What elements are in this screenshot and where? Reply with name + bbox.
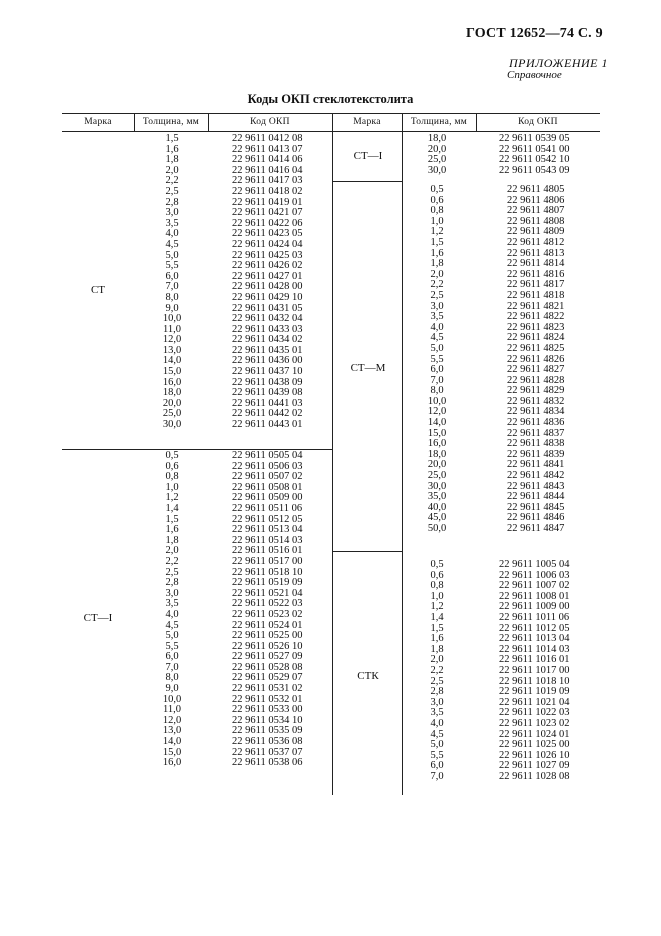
okp-code-cell: 22 9611 1027 09 — [499, 760, 570, 772]
okp-code-cell: 22 9611 4807 — [507, 205, 565, 217]
okp-code-cell: 22 9611 4816 — [507, 268, 565, 280]
okp-code-cell: 22 9611 4826 — [507, 353, 565, 365]
thickness-column — [132, 134, 212, 431]
okp-code-cell: 22 9611 4822 — [507, 311, 565, 323]
thickness-cell: 30,0 — [427, 480, 447, 492]
thickness-cell: 12,0 — [427, 406, 447, 418]
okp-code-cell: 22 9611 4847 — [507, 523, 565, 534]
okp-code-cell: 22 9611 1012 05 — [499, 622, 570, 634]
thickness-cell: 11,0 — [163, 323, 181, 335]
thickness-cell: 3,5 — [165, 598, 179, 610]
okp-code-cell: 22 9611 0429 10 — [232, 291, 303, 303]
okp-code-cell: 22 9611 0539 05 — [499, 133, 570, 144]
okp-code-cell: 22 9611 4805 — [507, 184, 565, 195]
okp-code-column — [232, 451, 342, 769]
okp-code-cell: 22 9611 0525 00 — [232, 630, 303, 642]
okp-code-cell: 22 9611 1021 04 — [499, 696, 570, 708]
okp-code-cell: 22 9611 1022 03 — [499, 707, 570, 719]
thickness-cell: 16,0 — [427, 438, 447, 450]
thickness-cell: 5,5 — [430, 353, 444, 365]
okp-code-cell: 22 9611 0526 10 — [232, 640, 303, 652]
thickness-cell: 7,0 — [430, 374, 444, 386]
thickness-cell: 3,5 — [165, 217, 179, 229]
okp-code-cell: 22 9611 0511 06 — [232, 502, 303, 514]
okp-code-cell: 22 9611 0519 09 — [232, 577, 303, 589]
thickness-cell: 8,0 — [430, 385, 444, 397]
thickness-cell: 10,0 — [162, 693, 182, 705]
okp-code-cell: 22 9611 0441 03 — [232, 397, 303, 409]
okp-code-cell: 22 9611 0416 04 — [232, 164, 303, 176]
okp-code-cell: 22 9611 1007 02 — [499, 580, 570, 592]
okp-code-cell: 22 9611 0418 02 — [232, 185, 303, 197]
thickness-cell: 18,0 — [427, 133, 447, 144]
okp-code-cell: 22 9611 4839 — [507, 448, 565, 460]
okp-code-cell: 22 9611 0435 01 — [232, 344, 303, 356]
thickness-cell: 2,5 — [165, 185, 179, 197]
thickness-cell: 2,0 — [165, 164, 179, 176]
okp-code-cell: 22 9611 0442 02 — [232, 408, 303, 420]
okp-code-cell: 22 9611 0437 10 — [232, 366, 303, 378]
okp-code-cell: 22 9611 0527 09 — [232, 651, 303, 663]
thickness-cell: 25,0 — [427, 154, 447, 166]
thickness-cell: 5,0 — [165, 249, 179, 261]
grade-label: СТК — [357, 670, 379, 682]
okp-code-cell: 22 9611 4846 — [507, 512, 565, 524]
thickness-cell: 6,0 — [165, 270, 179, 282]
thickness-cell: 5,0 — [430, 342, 444, 354]
thickness-cell: 1,6 — [165, 143, 179, 155]
okp-code-cell: 22 9611 0529 07 — [232, 672, 303, 684]
okp-code-cell: 22 9611 0423 05 — [232, 228, 303, 240]
thickness-cell: 20,0 — [162, 397, 182, 409]
thickness-cell: 20,0 — [427, 143, 447, 155]
thickness-cell: 2,0 — [430, 654, 444, 666]
okp-code-cell: 22 9611 4827 — [507, 364, 565, 376]
thickness-cell: 1,5 — [430, 622, 444, 634]
okp-code-cell: 22 9611 0528 08 — [232, 661, 303, 673]
thickness-cell: 1,6 — [430, 247, 444, 259]
okp-code-cell: 22 9611 1026 10 — [499, 749, 570, 761]
thickness-cell: 1,4 — [430, 611, 444, 623]
okp-code-cell: 22 9611 0541 00 — [499, 143, 570, 155]
thickness-cell: 1,2 — [165, 492, 179, 504]
thickness-cell: 3,0 — [165, 587, 179, 599]
okp-code-column — [499, 134, 609, 176]
thickness-cell: 7,0 — [165, 661, 179, 673]
okp-code-cell: 22 9611 1016 01 — [499, 654, 570, 666]
okp-code-column — [499, 560, 609, 782]
thickness-cell: 2,2 — [165, 175, 179, 187]
thickness-cell: 16,0 — [162, 376, 182, 388]
okp-code-cell: 22 9611 0436 00 — [232, 355, 303, 367]
header-grade-left: Марка — [84, 117, 112, 127]
okp-code-cell: 22 9611 4843 — [507, 480, 565, 492]
thickness-cell: 2,5 — [165, 566, 179, 578]
okp-code-cell: 22 9611 4837 — [507, 427, 565, 439]
thickness-cell: 5,5 — [430, 749, 444, 761]
okp-code-cell: 22 9611 4841 — [507, 459, 565, 471]
thickness-column — [397, 134, 477, 176]
okp-code-cell: 22 9611 4817 — [507, 279, 565, 291]
thickness-cell: 4,0 — [430, 321, 444, 333]
header-grade-right: Марка — [353, 117, 381, 127]
thickness-cell: 16,0 — [162, 757, 182, 769]
okp-code-cell: 22 9611 0427 01 — [232, 270, 303, 282]
thickness-cell: 12,0 — [162, 334, 182, 346]
thickness-cell: 1,2 — [430, 601, 444, 613]
thickness-cell: 1,5 — [430, 236, 444, 248]
thickness-cell: 4,5 — [430, 728, 444, 740]
thickness-cell: 2,2 — [165, 555, 179, 567]
okp-code-cell: 22 9611 4832 — [507, 395, 565, 407]
thickness-cell: 30,0 — [162, 419, 182, 431]
okp-code-cell: 22 9611 1013 04 — [499, 633, 570, 645]
okp-code-cell: 22 9611 0512 05 — [232, 513, 303, 525]
thickness-cell: 0,5 — [430, 559, 444, 570]
okp-code-cell: 22 9611 1017 00 — [499, 664, 570, 676]
thickness-cell: 45,0 — [427, 512, 447, 524]
thickness-cell: 3,5 — [430, 311, 444, 323]
thickness-cell: 2,0 — [430, 268, 444, 280]
okp-code-cell: 22 9611 1018 10 — [499, 675, 570, 687]
okp-code-cell: 22 9611 4834 — [507, 406, 565, 418]
okp-code-column — [232, 134, 342, 431]
okp-code-cell: 22 9611 4825 — [507, 342, 565, 354]
thickness-cell: 1,6 — [165, 524, 179, 536]
thickness-cell: 0,8 — [165, 471, 179, 483]
okp-code-cell: 22 9611 0505 04 — [232, 450, 303, 461]
okp-code-cell: 22 9611 0419 01 — [232, 196, 303, 208]
header-thickness-right: Толщина, мм — [410, 117, 468, 127]
thickness-cell: 30,0 — [427, 164, 447, 176]
thickness-cell: 15,0 — [162, 746, 182, 758]
okp-code-cell: 22 9611 1028 08 — [499, 770, 570, 782]
thickness-cell: 14,0 — [427, 417, 447, 429]
thickness-cell: 6,0 — [165, 651, 179, 663]
thickness-cell: 4,0 — [165, 608, 179, 620]
okp-code-cell: 22 9611 4836 — [507, 417, 565, 429]
okp-code-cell: 22 9611 0513 04 — [232, 524, 303, 536]
thickness-cell: 15,0 — [427, 427, 447, 439]
thickness-cell: 10,0 — [427, 395, 447, 407]
okp-code-cell: 22 9611 4812 — [507, 236, 565, 248]
thickness-cell: 5,5 — [165, 260, 179, 272]
okp-code-cell: 22 9611 1025 00 — [499, 739, 570, 751]
okp-code-cell: 22 9611 0443 01 — [232, 419, 303, 431]
okp-code-cell: 22 9611 0432 04 — [232, 313, 303, 325]
thickness-cell: 2,5 — [430, 289, 444, 301]
thickness-cell: 1,8 — [165, 534, 179, 546]
okp-code-cell: 22 9611 0537 07 — [232, 746, 303, 758]
okp-code-cell: 22 9611 0508 01 — [232, 481, 303, 493]
thickness-cell: 5,0 — [165, 630, 179, 642]
right-group-separator-1 — [332, 181, 402, 182]
okp-code-cell: 22 9611 1023 02 — [499, 717, 570, 729]
appendix-label: ПРИЛОЖЕНИЕ 1 — [509, 56, 608, 70]
thickness-cell: 2,8 — [165, 196, 179, 208]
thickness-cell: 1,8 — [165, 154, 179, 166]
thickness-cell: 9,0 — [165, 683, 179, 695]
okp-code-cell: 22 9611 4806 — [507, 194, 565, 206]
okp-code-cell: 22 9611 0516 01 — [232, 545, 303, 557]
thickness-cell: 1,8 — [430, 643, 444, 655]
thickness-cell: 1,4 — [165, 502, 179, 514]
okp-code-cell: 22 9611 0433 03 — [232, 323, 303, 335]
thickness-cell: 1,8 — [430, 258, 444, 270]
thickness-cell: 1,0 — [430, 215, 444, 227]
thickness-cell: 1,0 — [165, 481, 179, 493]
thickness-cell: 1,5 — [165, 133, 179, 144]
thickness-cell: 6,0 — [430, 760, 444, 772]
thickness-cell: 1,0 — [430, 590, 444, 602]
okp-code-cell: 22 9611 4823 — [507, 321, 565, 333]
okp-code-cell: 22 9611 0422 06 — [232, 217, 303, 229]
thickness-cell: 0,6 — [430, 194, 444, 206]
thickness-cell: 2,0 — [165, 545, 179, 557]
okp-code-cell: 22 9611 0521 04 — [232, 587, 303, 599]
okp-code-cell: 22 9611 1011 06 — [499, 611, 570, 623]
okp-code-cell: 22 9611 4818 — [507, 289, 565, 301]
header-code-right: Код ОКП — [518, 117, 558, 127]
thickness-cell: 4,5 — [165, 238, 179, 250]
thickness-column — [132, 451, 212, 769]
thickness-cell: 2,2 — [430, 279, 444, 291]
grade-label: СТ—I — [353, 150, 383, 162]
thickness-cell: 8,0 — [165, 291, 179, 303]
okp-code-cell: 22 9611 4814 — [507, 258, 565, 270]
thickness-cell: 7,0 — [165, 281, 179, 293]
okp-code-cell: 22 9611 0538 06 — [232, 757, 303, 769]
okp-code-cell: 22 9611 0439 08 — [232, 387, 303, 399]
thickness-cell: 3,5 — [430, 707, 444, 719]
okp-code-cell: 22 9611 4828 — [507, 374, 565, 386]
okp-code-cell: 22 9611 0438 09 — [232, 376, 303, 388]
thickness-cell: 0,8 — [430, 580, 444, 592]
okp-code-cell: 22 9611 0413 07 — [232, 143, 303, 155]
okp-code-cell: 22 9611 0424 04 — [232, 238, 303, 250]
thickness-cell: 0,5 — [165, 450, 179, 461]
okp-code-cell: 22 9611 4809 — [507, 226, 565, 238]
okp-code-cell: 22 9611 1005 04 — [499, 559, 570, 570]
header-code-left: Код ОКП — [250, 117, 290, 127]
thickness-cell: 4,0 — [430, 717, 444, 729]
okp-code-cell: 22 9611 0509 00 — [232, 492, 303, 504]
okp-code-cell: 22 9611 0534 10 — [232, 714, 303, 726]
page-header-standard: ГОСТ 12652—74 С. 9 — [466, 26, 603, 41]
okp-code-cell: 22 9611 0524 01 — [232, 619, 303, 631]
okp-code-cell: 22 9611 0417 03 — [232, 175, 303, 187]
okp-code-cell: 22 9611 0522 03 — [232, 598, 303, 610]
okp-code-cell: 22 9611 4845 — [507, 501, 565, 513]
okp-code-cell: 22 9611 0431 05 — [232, 302, 303, 314]
okp-code-cell: 22 9611 4821 — [507, 300, 565, 312]
thickness-cell: 5,5 — [165, 640, 179, 652]
okp-code-cell: 22 9611 1009 00 — [499, 601, 570, 613]
okp-code-cell: 22 9611 1006 03 — [499, 569, 570, 581]
thickness-cell: 2,8 — [165, 577, 179, 589]
thickness-cell: 18,0 — [162, 387, 182, 399]
okp-code-cell: 22 9611 4813 — [507, 247, 565, 259]
thickness-cell: 1,6 — [430, 633, 444, 645]
thickness-cell: 11,0 — [163, 704, 181, 716]
okp-code-column — [507, 185, 617, 535]
thickness-cell: 8,0 — [165, 672, 179, 684]
grade-label: СТ — [90, 284, 106, 296]
thickness-cell: 2,5 — [430, 675, 444, 687]
grade-label: СТ—I — [83, 612, 113, 624]
okp-code-cell: 22 9611 0523 02 — [232, 608, 303, 620]
okp-code-cell: 22 9611 0533 00 — [232, 704, 303, 716]
grade-label: СТ—М — [350, 362, 386, 374]
okp-code-cell: 22 9611 4824 — [507, 332, 565, 344]
thickness-column — [397, 185, 477, 535]
okp-code-cell: 22 9611 4842 — [507, 470, 565, 482]
thickness-cell: 0,5 — [430, 184, 444, 195]
okp-code-cell: 22 9611 4829 — [507, 385, 565, 397]
okp-code-cell: 22 9611 1008 01 — [499, 590, 570, 602]
thickness-cell: 9,0 — [165, 302, 179, 314]
thickness-cell: 1,5 — [165, 513, 179, 525]
thickness-cell: 40,0 — [427, 501, 447, 513]
okp-code-cell: 22 9611 4844 — [507, 491, 565, 503]
thickness-cell: 25,0 — [427, 470, 447, 482]
okp-code-cell: 22 9611 4808 — [507, 215, 565, 227]
thickness-cell: 4,0 — [165, 228, 179, 240]
table-title: Коды ОКП стеклотекстолита — [247, 92, 414, 106]
okp-code-cell: 22 9611 0535 09 — [232, 725, 303, 737]
okp-code-cell: 22 9611 0518 10 — [232, 566, 303, 578]
okp-code-cell: 22 9611 0542 10 — [499, 154, 570, 166]
table-header-rule — [62, 131, 600, 132]
thickness-cell: 3,0 — [430, 300, 444, 312]
header-thickness-left: Толщина, мм — [142, 117, 200, 127]
thickness-cell: 14,0 — [162, 355, 182, 367]
thickness-cell: 15,0 — [162, 366, 182, 378]
okp-code-cell: 22 9611 0531 02 — [232, 683, 303, 695]
thickness-cell: 13,0 — [162, 344, 182, 356]
thickness-cell: 14,0 — [162, 736, 182, 748]
thickness-cell: 0,6 — [165, 460, 179, 472]
okp-code-cell: 22 9611 0412 08 — [232, 133, 303, 144]
okp-code-cell: 22 9611 0536 08 — [232, 736, 303, 748]
thickness-cell: 4,5 — [430, 332, 444, 344]
okp-code-cell: 22 9611 4838 — [507, 438, 565, 450]
thickness-cell: 25,0 — [162, 408, 182, 420]
thickness-cell: 13,0 — [162, 725, 182, 737]
okp-code-cell: 22 9611 0421 07 — [232, 207, 303, 219]
thickness-cell: 18,0 — [427, 448, 447, 460]
thickness-cell: 7,0 — [430, 770, 444, 782]
okp-code-cell: 22 9611 0532 01 — [232, 693, 303, 705]
okp-code-cell: 22 9611 1024 01 — [499, 728, 570, 740]
thickness-cell: 0,6 — [430, 569, 444, 581]
thickness-cell: 12,0 — [162, 714, 182, 726]
right-group-separator-2 — [332, 551, 402, 552]
okp-code-cell: 22 9611 0434 02 — [232, 334, 303, 346]
okp-code-cell: 22 9611 0428 00 — [232, 281, 303, 293]
thickness-cell: 5,0 — [430, 739, 444, 751]
okp-code-cell: 22 9611 1019 09 — [499, 686, 570, 698]
thickness-cell: 2,2 — [430, 664, 444, 676]
thickness-cell: 50,0 — [427, 523, 447, 534]
okp-code-cell: 22 9611 0507 02 — [232, 471, 303, 483]
okp-code-cell: 22 9611 0506 03 — [232, 460, 303, 472]
thickness-cell: 1,2 — [430, 226, 444, 238]
okp-code-cell: 22 9611 1014 03 — [499, 643, 570, 655]
thickness-column — [397, 560, 477, 782]
thickness-cell: 3,0 — [430, 696, 444, 708]
okp-code-cell: 22 9611 0517 00 — [232, 555, 303, 567]
thickness-cell: 20,0 — [427, 459, 447, 471]
okp-code-cell: 22 9611 0514 03 — [232, 534, 303, 546]
okp-code-cell: 22 9611 0414 06 — [232, 154, 303, 166]
okp-code-cell: 22 9611 0426 02 — [232, 260, 303, 272]
appendix-note: Справочное — [507, 69, 562, 81]
okp-code-cell: 22 9611 0425 03 — [232, 249, 303, 261]
thickness-cell: 35,0 — [427, 491, 447, 503]
thickness-cell: 3,0 — [165, 207, 179, 219]
thickness-cell: 2,8 — [430, 686, 444, 698]
thickness-cell: 10,0 — [162, 313, 182, 325]
thickness-cell: 6,0 — [430, 364, 444, 376]
thickness-cell: 0,8 — [430, 205, 444, 217]
thickness-cell: 4,5 — [165, 619, 179, 631]
okp-code-cell: 22 9611 0543 09 — [499, 164, 570, 176]
